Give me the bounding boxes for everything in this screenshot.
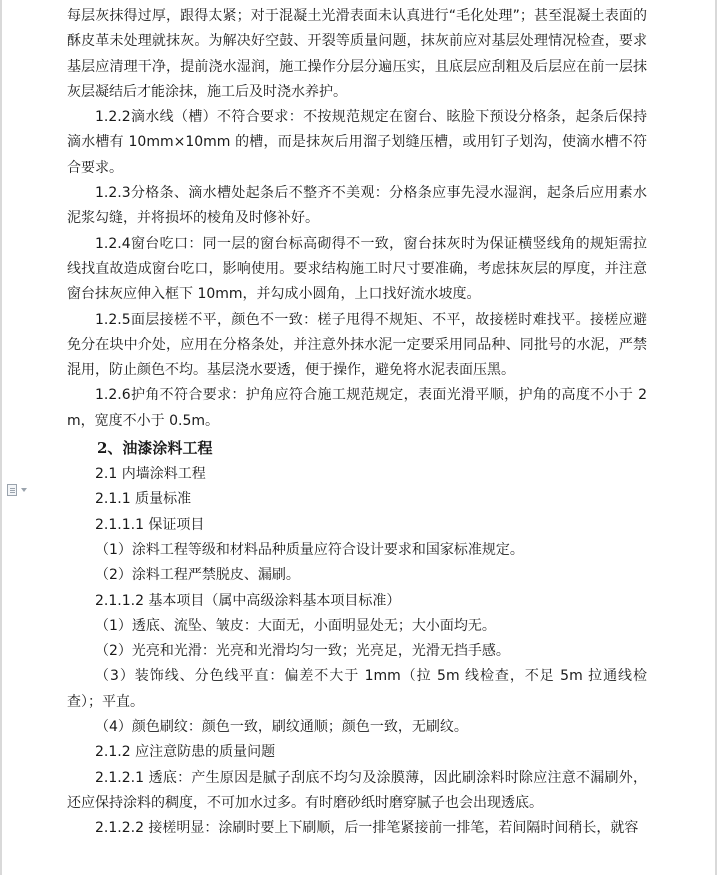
document-icon xyxy=(7,484,17,496)
heading-2-1-1-1: 2.1.1.1 保证项目 xyxy=(95,516,205,533)
paragraph-2-1-2-1: 2.1.2.1 透底：产生原因是腻子刮底不均匀及涂膜薄，因此刷涂料时除应注意不漏刷外，还应保持涂料的稠度，不可加水过多。有时磨砂纸时磨穿腻子也会出现透底。 xyxy=(67,769,647,811)
paragraph-options-icon[interactable] xyxy=(7,482,35,498)
paragraph-1-2-2: 1.2.2滴水线（槽）不符合要求：不按规范规定在窗台、眩脸下预设分格条，起条后保持滴水槽有 10mm×10mm 的槽，而是抹灰后用溜子划缝压槽，或用钉子划沟，使滴水槽不符合要求。 xyxy=(67,109,647,176)
list-item-basic-2: （2）光亮和光滑：光亮和光滑均匀一致；光亮足，光滑无挡手感。 xyxy=(95,643,510,660)
paragraph-2-1-2-2: 2.1.2.2 接槎明显：涂刷时要上下刷顺，后一排笔紧接前一排笔，若间隔时间稍长，就容 xyxy=(95,820,639,837)
paragraph-1-2-5: 1.2.5面层接槎不平，颜色不一致：槎子甩得不规矩、不平，故接槎时难找平。接槎应避免分在块中介处，应用在分格条处，并注意外抹水泥一定要采用同品种、同批号的水泥，严禁混用，防止颜色不均。基层浇水要透，便于操作，避免将水泥表面压黑。 xyxy=(67,311,647,379)
document-body xyxy=(67,4,647,842)
heading-2-1: 2.1 内墙涂料工程 xyxy=(95,466,206,483)
list-item-basic-3: （3）装饰线、分色线平直：偏差不大于 1mm（拉 5m 线检查，不足 5m 拉通线检查）；平直。 xyxy=(67,668,647,710)
list-item-requirement-2: （2）涂料工程严禁脱皮、漏刷。 xyxy=(95,567,300,584)
heading-2-1-2: 2.1.2 应注意防患的质量问题 xyxy=(95,744,276,761)
paragraph-1-2-4: 1.2.4窗台吃口：同一层的窗台标高砌得不一致，窗台抹灰时为保证横竖线角的规矩需拉线找直故造成窗台吃口，影响使用。要求结构施工时尺寸要准确，考虑抹灰层的厚度，并注意窗台抹灰应伸入框下 10mm，并勾成小圆角，上口找好流水坡度。 xyxy=(67,235,647,303)
list-item-basic-4: （4）颜色刷纹：颜色一致，刷纹通顺；颜色一致，无刷纹。 xyxy=(95,719,468,736)
list-item-requirement-1: （1）涂料工程等级和材料品种质量应符合设计要求和国家标准规定。 xyxy=(95,541,524,558)
chevron-down-icon xyxy=(21,488,27,492)
list-item-basic-1: （1）透底、流坠、皱皮：大面无，小面明显处无；大小面均无。 xyxy=(95,617,496,634)
section-heading: 2、油漆涂料工程 xyxy=(97,439,213,458)
heading-2-1-1-2: 2.1.1.2 基本项目（属中高级涂料基本项目标准） xyxy=(95,592,401,609)
paragraph-plaster-cracks: 每层灰抹得过厚，跟得太紧；对于混凝土光滑表面未认真进行“毛化处理”；甚至混凝土表面的酥皮革未处理就抹灰。为解决好空鼓、开裂等质量问题，抹灰前应对基层处理情况检查，要求基层应清理干净，提前浇水湿润，施工操作分层分遍压实，且底层应刮粗及后层应在前一层抹灰层凝结后才能涂抹，施工后及时浇水养护。 xyxy=(67,8,647,100)
page-left-edge xyxy=(0,0,2,875)
paragraph-1-2-6: 1.2.6护角不符合要求：护角应符合施工规范规定，表面光滑平顺，护角的高度不小于 2m，宽度不小于 0.5m。 xyxy=(67,387,647,429)
heading-2-1-1: 2.1.1 质量标准 xyxy=(95,491,192,508)
paragraph-1-2-3: 1.2.3分格条、滴水槽处起条后不整齐不美观：分格条应事先浸水湿润，起条后应用素水泥浆勾缝，并将损坏的棱角及时修补好。 xyxy=(67,185,647,227)
